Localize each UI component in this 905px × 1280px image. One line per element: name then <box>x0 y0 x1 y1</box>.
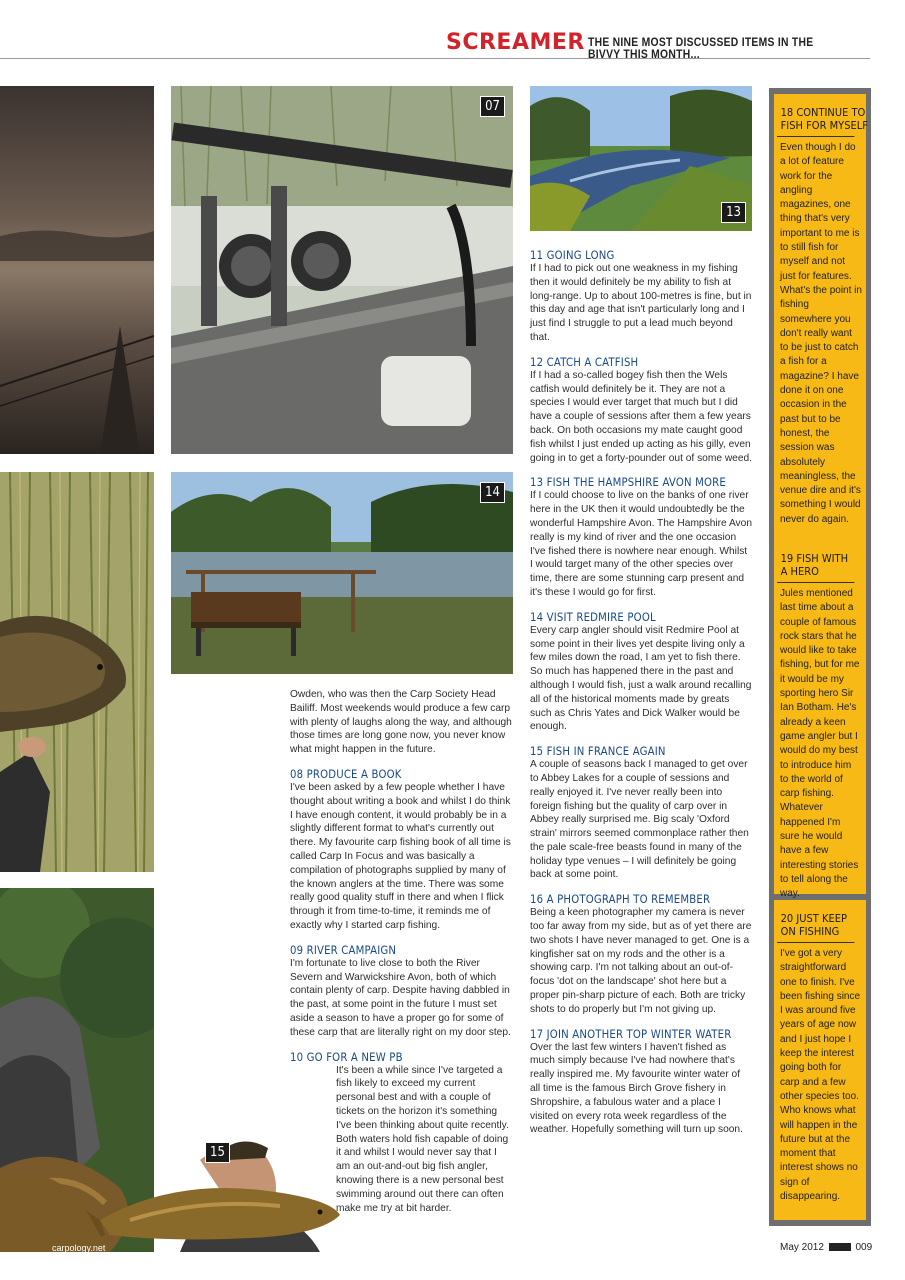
sidebar-item-18 <box>774 94 866 540</box>
item-17 <box>530 1027 752 1138</box>
item-12 <box>530 355 752 466</box>
photo-number-badge: 15 <box>205 1142 230 1163</box>
item-08 <box>290 767 512 933</box>
photo-number-badge: 14 <box>480 482 505 503</box>
carp-reeds-photo <box>0 472 154 872</box>
item-body: I've been asked by a few people whether I have thought about writing a book and whilst I do think I have enough content, it would probably be in a slightly different format to what's currently out there. My favourite carp fishing book of all time is called Carp In Focus and was basically a compilation of photographs supplied by many of the known anglers at the time. There was some really good quality stuff in there and when I flick through it from time-to-time, it reminds me of exactly why I started carp fishing. <box>290 781 511 931</box>
sidebar-item-19 <box>774 540 866 900</box>
item-body: Over the last few winters I haven't fished as much simply because I've had nowhere that's really inspired me. My favourite winter water of all time is the famous Birch Grove fishery in Shropshire, a fabulous water and a place I visited on every rota week regardless of the weather. Hopefully something will turn up soon. <box>530 1041 743 1136</box>
photo-number-badge: 07 <box>480 96 505 117</box>
item-10 <box>290 1050 512 1216</box>
page-number: 009 <box>855 1242 873 1253</box>
magazine-logo-icon <box>829 1243 851 1251</box>
item-11 <box>530 248 752 345</box>
sidebar-heading: 20 JUST KEEP ON FISHING <box>777 900 854 943</box>
item-heading: 10 GO FOR A NEW PB <box>290 1049 403 1064</box>
item-13 <box>530 475 752 599</box>
bench-lake-photo <box>171 472 513 674</box>
section-title: SCREAMER <box>446 30 585 55</box>
sidebar-body: Jules mentioned last time about a couple of famous rock stars that he would like to take fishing, but for me it would be my sporting hero Sir Ian Botham. He's already a keen game angler but I would do my best to introduce him to the world of carp fishing. Whatever happened I'm sure he would have a few interesting stories to tell along the way. <box>780 588 860 900</box>
sidebar-heading: 18 CONTINUE TO FISH FOR MYSELF <box>777 94 854 137</box>
sidebar <box>769 88 871 1226</box>
item-body: If I could choose to live on the banks of one river here in the UK then it would undoubtedly be the wonderful Hampshire Avon. The Hampshire Avon really is my kind of river and the one occasion I've fished there is nowhere near enough. Whilst I would target many of the other species over time, there are some stunning carp present and it's these I would go for first. <box>530 490 752 598</box>
item-heading: 09 RIVER CAMPAIGN <box>290 942 397 957</box>
intro-paragraph: Owden, who was then the Carp Society Head Bailiff. Most weekends would produce a few carp with plenty of laughs along the way, and although those times are long gone now, you never know what might happen in the future. <box>290 689 512 756</box>
item-heading: 08 PRODUCE A BOOK <box>290 766 402 781</box>
item-14 <box>530 610 752 734</box>
item-body: I'm fortunate to live close to both the River Severn and Warwickshire Avon, both of which contain plenty of carp. Despite having dabbled in the past, at some point in the future I must set aside a season to have a proper go for some of these carp that are literally right on my door step. <box>290 957 511 1038</box>
issue-date: May 2012 <box>780 1242 824 1253</box>
sidebar-body: Even though I do a lot of feature work for the angling magazines, one thing that's very important to me is to still fish for myself and not just for features. What's the point in fishing somewhere you don't really want to be just to catch a fish for a magazine? I have done it on one occasion in the past but to be honest, the session was absolutely meaningless, the venue dire and it's something I would never do again. <box>780 142 862 525</box>
item-body: It's been a while since I've targeted a fish likely to exceed my current personal best and with a couple of tickets on the horizon it's something I've been thinking about quite recently. Both waters hold fish capable of doing it and whilst I would never say that I am an out-and-out big fish angler, knowing there is a new personal best swimming around out there can often make me try at bit harder. <box>336 1064 509 1214</box>
middle-text-column <box>290 688 512 1225</box>
item-09 <box>290 943 512 1040</box>
river-photo <box>530 86 752 231</box>
item-body: Being a keen photographer my camera is never too far away from my side, but as of yet there are two shots I have never managed to get. One is a kingfisher sat on my rods and the other is a showing carp. I'm not talking about an out-of-focus 'dot on the landscape' shot here but a proper pin-sharp picture of each. Both are tricky shots to do properly but I'm not giving up. <box>530 907 752 1015</box>
item-heading: 16 A PHOTOGRAPH TO REMEMBER <box>530 892 711 907</box>
footer-site: carpology.net <box>52 1243 106 1253</box>
sidebar-heading: 19 FISH WITH A HERO <box>777 540 854 583</box>
right-text-column <box>530 248 752 1147</box>
item-heading: 15 FISH IN FRANCE AGAIN <box>530 744 666 759</box>
item-heading: 14 VISIT REDMIRE POOL <box>530 609 656 624</box>
item-15 <box>530 744 752 882</box>
photo-number-badge: 13 <box>721 202 746 223</box>
item-heading: 11 GOING LONG <box>530 248 615 262</box>
item-body: A couple of seasons back I managed to get over to Abbey Lakes for a couple of sessions and really enjoyed it. I've never really been into foreign fishing but the quality of carp over in Abbey really surprised me. Big scaly 'Oxford strain' mirrors seemed commonplace rather then the pale scale-free beasts found in many of the holiday type venues – I will definitely be going back at some point. <box>530 759 749 881</box>
page-header <box>0 30 870 60</box>
item-body: If I had to pick out one weakness in my fishing then it would definitely be my ability to fish at long-range. Up to about 100-metres is fine, but in this day and age that isn't particularly long and I just find I struggle to put a lead much beyond that. <box>530 263 752 343</box>
item-heading: 17 JOIN ANOTHER TOP WINTER WATER <box>530 1026 732 1041</box>
item-heading: 12 CATCH A CATFISH <box>530 354 639 369</box>
item-body: Every carp angler should visit Redmire Pool at some point in their lives yet despite living only a few miles down the road, I am yet to fish there. So much has happened there in the past and although I would fish, just a walk around recalling all of the historical moments made by greats such as Chris Yates and Dick Walker would be enough. <box>530 624 752 733</box>
sidebar-item-20 <box>774 900 866 1220</box>
section-tagline: THE NINE MOST DISCUSSED ITEMS IN THE BIVVY THIS MONTH... <box>588 37 814 61</box>
sidebar-body: I've got a very straightforward one to finish. I've been fishing since I was around five years of age now and I just hope I keep the interest going both for carp and a few other species too. Who knows what will happen in the future but at the moment that interest shows no sign of disappearing. <box>780 948 861 1203</box>
item-16 <box>530 892 752 1016</box>
misty-lake-photo <box>0 86 154 454</box>
rod-pod-photo <box>171 86 513 454</box>
footer-folio <box>780 1242 872 1253</box>
item-heading: 13 FISH THE HAMPSHIRE AVON MORE <box>530 475 726 490</box>
item-body: If I had a so-called bogey fish then the Wels catfish would definitely be it. They are not a species I would ever target that much but I did have a couple of sessions after them a few years back. On both occasions my mate caught good fish whilst I just ended up acting as his gilly, even going in to get a forty-pounder out of some weed. <box>530 369 753 464</box>
